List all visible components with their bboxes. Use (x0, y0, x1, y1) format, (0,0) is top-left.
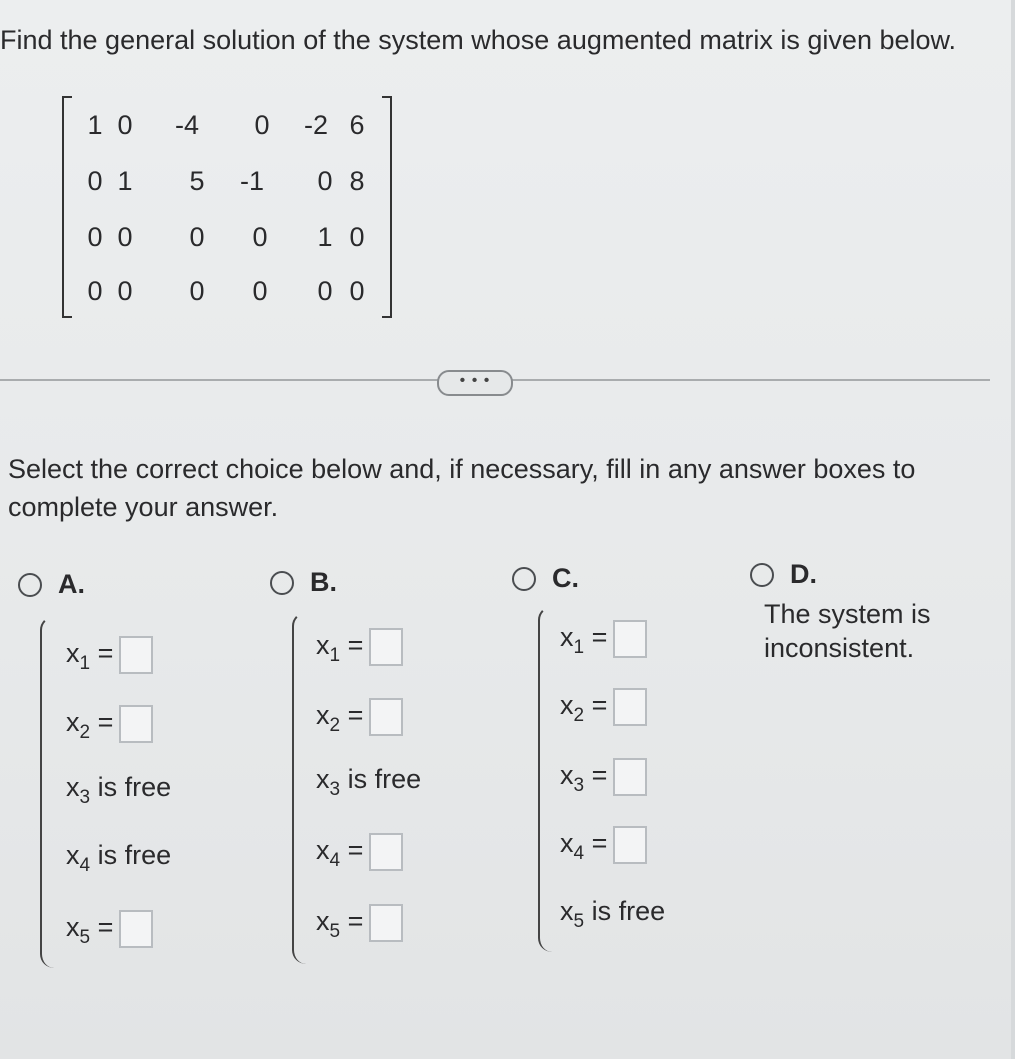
matrix-cell: 0 (87, 222, 103, 252)
matrix-cell: 0 (254, 110, 270, 140)
instruction-text: Select the correct choice below and, if necessary, fill in any answer boxes to complete your answer. (8, 454, 916, 522)
choice-c-x2: $x_2$ = (560, 688, 647, 727)
choice-c-x1-input[interactable] (613, 620, 647, 658)
matrix-cell: -4 (174, 110, 199, 140)
matrix-cell: -1 (239, 166, 264, 196)
choice-a-x1: $x_1$ = (66, 636, 153, 675)
matrix-cell: 1 (317, 222, 333, 252)
matrix-cell: 0 (349, 276, 365, 306)
choice-b-x5: $x_5$ = (316, 904, 403, 943)
choice-c-x5: $x_5$ is free (560, 896, 666, 932)
choice-b-x2-input[interactable] (369, 698, 403, 736)
matrix-cell: 1 (117, 166, 133, 196)
matrix-cell: 0 (87, 276, 103, 306)
choice-d-text: The system is inconsistent. (764, 599, 931, 663)
choice-a-x5-input[interactable] (119, 910, 153, 948)
matrix-cell: 6 (349, 110, 365, 140)
choice-b-brace (292, 612, 308, 964)
matrix-cell: 0 (317, 276, 333, 306)
choice-b-letter: B. (310, 567, 337, 597)
choice-a-brace (40, 616, 56, 968)
choice-c-x1: $x_1$ = (560, 620, 647, 659)
choice-a-radio[interactable] (18, 573, 42, 597)
augmented-matrix (62, 96, 392, 318)
matrix-cell: 0 (349, 222, 365, 252)
choice-c-x3: $x_3$ = (560, 758, 647, 797)
matrix-cell: 8 (349, 166, 365, 196)
choice-a-x4: $x_4$ is free (66, 840, 172, 876)
choice-c-x4: $x_4$ = (560, 826, 647, 865)
choice-a-x2: $x_2$ = (66, 705, 153, 744)
choice-b-x1-input[interactable] (369, 628, 403, 666)
choice-a-x3: $x_3$ is free (66, 772, 172, 808)
matrix-cell: 5 (189, 166, 205, 196)
choice-c-radio[interactable] (512, 567, 536, 591)
matrix-cell: 0 (252, 222, 268, 252)
choice-c-letter: C. (552, 563, 579, 593)
choice-b-x3: $x_3$ is free (316, 764, 422, 800)
choice-a-letter: A. (58, 569, 85, 599)
matrix-cell: 0 (317, 166, 333, 196)
choice-c-x3-input[interactable] (613, 758, 647, 796)
choice-c-brace (538, 606, 554, 952)
matrix-cell: 0 (117, 276, 133, 306)
choice-b-x4: $x_4$ = (316, 833, 403, 872)
matrix-cell: 0 (189, 276, 205, 306)
matrix-cell: 0 (117, 222, 133, 252)
choice-a-x5: $x_5$ = (66, 910, 153, 949)
choice-b-x2: $x_2$ = (316, 698, 403, 737)
matrix-cell: 0 (87, 166, 103, 196)
choice-c-x2-input[interactable] (613, 688, 647, 726)
choice-b-x1: $x_1$ = (316, 628, 403, 667)
choice-b-x4-input[interactable] (369, 833, 403, 871)
choice-d-letter: D. (790, 559, 817, 589)
matrix-right-bracket (382, 96, 392, 318)
question-text: Find the general solution of the system whose augmented matrix is given below. (0, 25, 957, 55)
screen-edge (1011, 0, 1015, 1059)
choice-a-x2-input[interactable] (119, 705, 153, 743)
choice-d-radio[interactable] (750, 563, 774, 587)
matrix-cell: 0 (252, 276, 268, 306)
matrix-cell: -2 (303, 110, 328, 140)
more-options-button[interactable]: • • • (437, 370, 513, 396)
matrix-cell: 0 (117, 110, 133, 140)
matrix-cell: 0 (189, 222, 205, 252)
choice-b-x5-input[interactable] (369, 904, 403, 942)
matrix-cell: 1 (87, 110, 103, 140)
choice-b-radio[interactable] (270, 571, 294, 595)
choice-c-x4-input[interactable] (613, 826, 647, 864)
matrix-left-bracket (62, 96, 72, 318)
choice-a-x1-input[interactable] (119, 636, 153, 674)
